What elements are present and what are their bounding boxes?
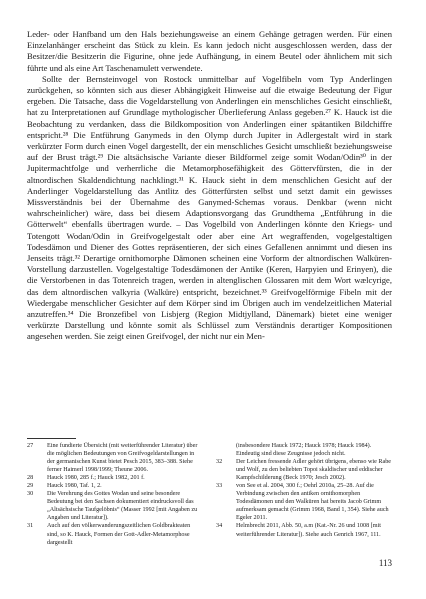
footnote-text: Auch auf den völkerwanderungszeitlichen Goldbrakteaten sind, so K. Hauck, Formen der Gott-Adler-Metamorphose dargestellt [47,523,191,546]
footnote-27 [27,442,203,474]
footnote-34 [216,522,392,538]
footnotes-right-column [216,442,392,539]
footnote-divider [27,438,76,439]
footnote-text: Eine fundierte Übersicht (mit weiterführender Literatur) über die möglichen Bedeutungen von Greifvogeldarstellungen in der germanischen Kunst bietet Pesch 2015, 383–388. Siehe ferner Haimerl 1998/1999; Theune 2006. [47,443,198,474]
footnote-number [216,442,236,458]
paragraph-1: Leder- oder Hanfband um den Hals beziehungsweise an einem Gehänge getragen werden. Für einen Einzelanhänger erscheint das Stück zu klein. Es kann jedoch nicht ausgeschlossen werden, dass der Besitzer/die Besitzerin die Figurine, ohne jede Aufhängung, in einem Beutel oder ähnlichem mit sich führte und als eine Art Taschenamulett verwendete. [27,29,392,73]
footnote-number: 33 [216,483,223,490]
footnote-text: Die Verehrung des Gottes Wodan und seine besondere Bedeutung bei den Sachsen dokumentiert eindrucksvoll das „Altsächsische Taufgelöbnis“ (Masser 1992 [mit Angaben zu Angaben und Literatur]). [47,491,198,522]
footnote-number: 29 [27,483,34,490]
footnote-number: 30 [27,491,34,498]
footnote-text: Der Leichen fressende Adler gehört übrigens, ebenso wie Rabe und Wolf, zu den beliebten Topoi skaldischer und eddischer Kampfschilderung (Beck 1970; Jesch 2002). [236,459,391,482]
footnote-text: (insbesondere Hauck 1972; Hauck 1978; Hauck 1984). Eindeutig sind diese Zeugnisse jedoch nicht. [236,443,372,458]
page-number: 113 [378,558,392,568]
paragraph-2: Sollte der Bernsteinvogel von Rostock unmittelbar auf Vogelfibeln vom Typ Anderlingen zurückgehen, so könnten sich aus dieser Abhängigkeit Hinweise auf die etwaige Bedeutung der Figur ergeben. Die Tatsache, dass die Vogeldarstellung von Anderlingen ein menschliches Gesicht einschließt, hat zu Interpretationen auf Grundlage mythologischer Überlieferung Anlass gegeben.²⁷ K. Hauck ist die Beobachtung zu verdanken, dass die Bildkomposition von Anderlingen einer spätantiken Bildchiffre entspricht.²⁸ Die Entführung Ganymeds in den Olymp durch Jupiter in Adlergestalt wird in stark verkürzter Form durch einen Vogel dargestellt, der ein menschliches Gesicht umschließt beziehungsweise auf der Brust trägt.²⁹ Die altsächsische Variante dieser Bildformel zeige somit Wodan/Odin³⁰ in der Jupitermachtfolge und verherrliche die Metamorphosefähigkeit des Göttervfürsten, die in der altnordischen Skaldendichtung nachklingt.³¹ K. Hauck sieht in dem menschlichen Gesicht auf der Anderlinger Vogeldarstellung das Antlitz des Götterfürsten selbst und setzt damit ein gewisses Missverständnis bei der Übernahme des Ganymed-Schemas voraus. Denkbar (wenn nicht wahrscheinlicher) wäre, dass bei diesem Adaptionsvorgang das Grundthema „Entführung in die Götterwelt“ ebenfalls übertragen wurde. – Das Vogelbild von Anderlingen könnte den Kriegs- und Totengott Wodan/Odin in Greifvogelgestalt oder aber eine Art wegraffenden, vogelgestaltigen Todesdämon und Diener des Gottes repräsentieren, der sich eines Gefallenen annimmt und diesen ins Jenseits trägt.³² Derartige ornithomorphe Dämonen scheinen eine Vorform der altnordischen Walküren-Vorstellung darzustellen. Vogelgestaltige Todesdämonen der Antike (Keren, Harpyien und Erinyen), die die Verstorbenen in das Totenreich tragen, werden in altenglischen Glossaren mit dem Wort wælcyrige, das dem altnordischen valkyria (Walküre) entspricht, bezeichnet.³³ Greifvogelförmige Fibeln mit der Wiedergabe menschlicher Gesichter auf dem Körper sind im Übrigen auch im vendelzeitlichen Material anzutreffen.³⁴ Die Bronzefibel von Lisbjerg (Region Midtjylland, Dänemark) bietet eine weniger verkürzte Darstellung und könnte somit als Schlüssel zum Verständnis derartiger Kompositionen angesehen werden. Sie zeigt einen Greifvogel, der nicht nur ein Men- [27,73,392,342]
body-text [27,29,392,343]
footnote-32 [216,458,392,482]
footnote-number: 28 [27,475,34,482]
footnote-29 [27,482,203,490]
footnote-28 [27,474,203,482]
footnotes-left-column [27,442,203,547]
footnote-text: Helmbrecht 2011, Abb. 50, a.m (Kat.-Nr. 26 und 1008 [mit weiterführender Literatur]). Siehe auch Genrich 1967, 111. [236,523,381,538]
footnote-number: 32 [216,459,223,466]
footnote-number: 31 [27,523,34,530]
footnote-text: Hauck 1980, 285 f.; Hauck 1982, 201 f. [47,475,145,482]
footnote-text: von See et al. 2004, 300 f.; Oehrl 2010a, 25–28. Auf die Verbindung zwischen den antiken ornithomorphen Todesdämonen und den Walküren hat bereits Jacob Grimm aufmerksam gemacht (Grimm 1968, Band 1, 354). Siehe auch Egeler 2011. [236,483,389,522]
footnote-text: Hauck 1980, Taf. 1, 2. [47,483,102,490]
footnote-33 [216,482,392,522]
footnote-31 [27,522,203,546]
footnote-30 [27,490,203,522]
footnote-number: 34 [216,523,223,530]
footnote-31-continued [216,442,392,458]
footnote-number: 27 [27,443,34,449]
